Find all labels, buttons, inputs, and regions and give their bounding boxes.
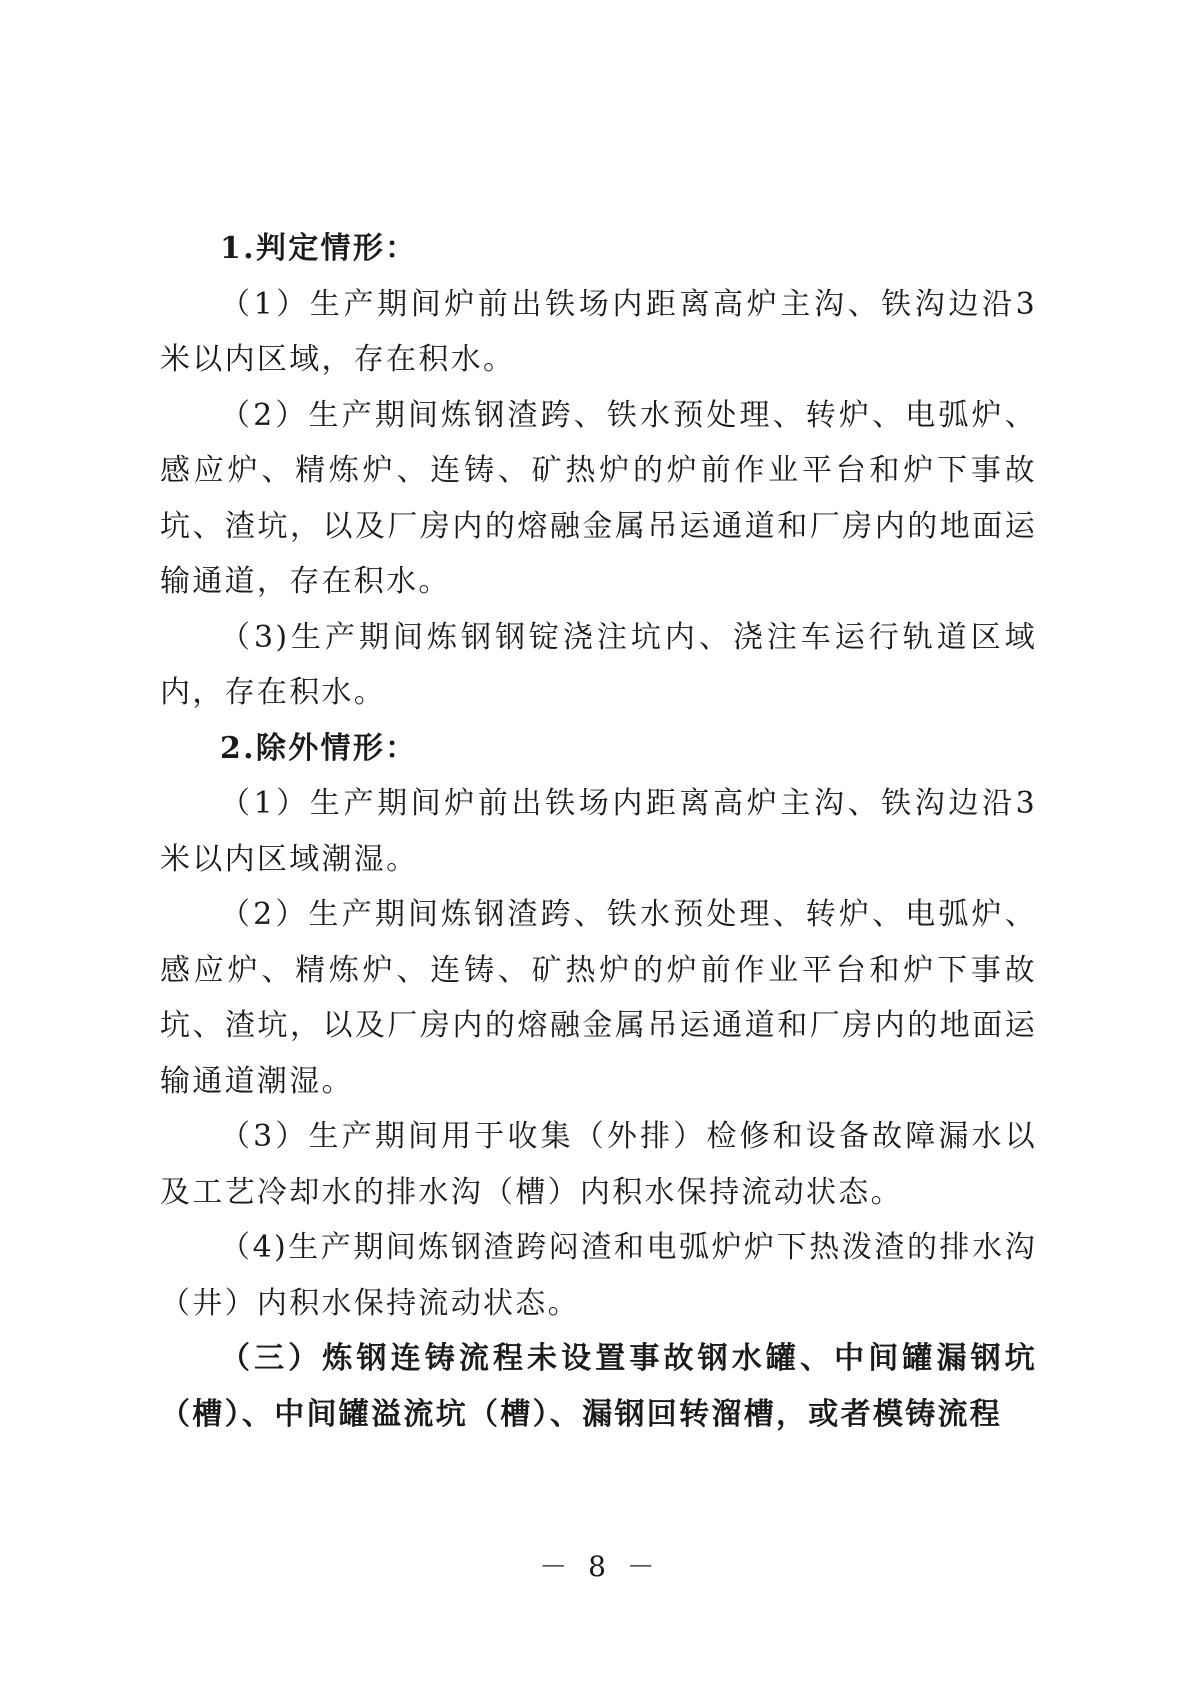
judgment-item-3: （3)生产期间炼钢钢锭浇注坑内、浇注车运行轨道区域内，存在积水。: [160, 619, 1037, 710]
exclusion-item-3: （3）生产期间用于收集（外排）检修和设备故障漏水以及工艺冷却水的排水沟（槽）内积水保持流动状态。: [160, 1119, 1037, 1210]
exclusion-item-4: （4)生产期间炼钢渣跨闷渣和电弧炉炉下热泼渣的排水沟（井）内积水保持流动状态。: [160, 1230, 1037, 1321]
page-number: － 8 －: [539, 1550, 661, 1583]
exclusion-item-2: （2）生产期间炼钢渣跨、铁水预处理、转炉、电弧炉、感应炉、精炼炉、连铸、矿热炉的炉前作业平台和炉下事故坑、渣坑，以及厂房内的熔融金属吊运通道和厂房内的地面运输通道潮湿。: [160, 897, 1037, 1099]
section-heading-judgment: 1.判定情形：: [220, 231, 418, 266]
judgment-item-2: （2）生产期间炼钢渣跨、铁水预处理、转炉、电弧炉、感应炉、精炼炉、连铸、矿热炉的炉前作业平台和炉下事故坑、渣坑，以及厂房内的熔融金属吊运通道和厂房内的地面运输通道，存在积水。: [160, 397, 1037, 599]
exclusion-item-1: （1）生产期间炉前出铁场内距离高炉主沟、铁沟边沿3米以内区域潮湿。: [160, 786, 1037, 877]
section-three-text: （三）炼钢连铸流程未设置事故钢水罐、中间罐漏钢坑（槽）、中间罐溢流坑（槽）、漏钢回转溜槽，或者模铸流程: [160, 1341, 1037, 1432]
section-heading-exclusion: 2.除外情形：: [220, 730, 418, 766]
judgment-item-1: （1）生产期间炉前出铁场内距离高炉主沟、铁沟边沿3米以内区域，存在积水。: [160, 286, 1037, 377]
document-body: [160, 221, 1037, 1442]
